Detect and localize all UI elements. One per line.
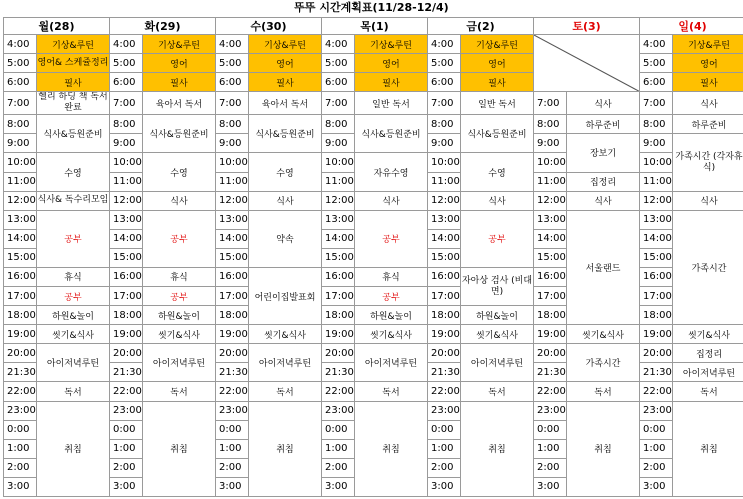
time-label: 16:00 (534, 267, 567, 286)
time-label: 7:00 (110, 92, 143, 115)
time-label: 22:00 (322, 382, 355, 401)
time-label: 2:00 (322, 458, 355, 477)
time-label: 11:00 (4, 172, 37, 191)
time-label: 11:00 (216, 172, 249, 191)
activity-cell: 하원&놀이 (37, 306, 110, 325)
activity-cell: 필사 (355, 73, 428, 92)
activity-cell: 육아서 독서 (143, 92, 216, 115)
time-row (4, 210, 743, 229)
time-label: 9:00 (216, 134, 249, 153)
activity-cell: 집정리 (673, 344, 743, 363)
time-label: 3:00 (4, 477, 37, 496)
activity-cell: 씻기&식사 (673, 325, 743, 344)
day-header: 목(1) (322, 18, 428, 35)
time-label: 9:00 (534, 134, 567, 153)
time-label: 16:00 (216, 267, 249, 286)
time-label: 1:00 (322, 439, 355, 458)
time-label: 12:00 (216, 191, 249, 210)
time-label: 4:00 (4, 35, 37, 54)
time-label: 15:00 (428, 248, 461, 267)
time-label: 14:00 (4, 229, 37, 248)
page-title: 뚜뚜 시간계획표(11/28-12/4) (294, 1, 449, 14)
time-label: 11:00 (110, 172, 143, 191)
time-label: 20:00 (216, 344, 249, 363)
time-label: 9:00 (4, 134, 37, 153)
time-label: 17:00 (640, 287, 673, 306)
activity-cell: 기상&루틴 (37, 35, 110, 54)
time-row (4, 401, 743, 420)
time-label: 19:00 (110, 325, 143, 344)
activity-cell: 영어 (249, 54, 322, 73)
time-label: 3:00 (640, 477, 673, 496)
activity-cell: 식사&등원준비 (143, 115, 216, 153)
time-label: 7:00 (640, 92, 673, 115)
time-row (4, 191, 743, 210)
time-label: 20:00 (428, 344, 461, 363)
activity-cell: 하원&놀이 (461, 306, 534, 325)
time-label: 3:00 (216, 477, 249, 496)
time-label: 14:00 (640, 229, 673, 248)
activity-cell: 식사 (143, 191, 216, 210)
activity-cell: 필사 (249, 73, 322, 92)
time-label: 22:00 (428, 382, 461, 401)
activity-cell: 취침 (143, 401, 216, 497)
schedule-table (3, 17, 743, 497)
time-label: 19:00 (216, 325, 249, 344)
time-label: 18:00 (216, 306, 249, 325)
day-header: 토(3) (534, 18, 640, 35)
activity-cell: 공부 (461, 210, 534, 267)
activity-cell: 어린이집발표회 (249, 267, 322, 324)
activity-cell: 자유수영 (355, 153, 428, 191)
time-label: 1:00 (4, 439, 37, 458)
activity-cell: 수영 (461, 153, 534, 191)
time-label: 2:00 (110, 458, 143, 477)
time-label: 10:00 (534, 153, 567, 172)
time-label: 18:00 (110, 306, 143, 325)
activity-cell: 식사 (249, 191, 322, 210)
time-label: 0:00 (216, 420, 249, 439)
time-row (4, 35, 743, 54)
time-label: 8:00 (216, 115, 249, 134)
activity-cell: 필사 (37, 73, 110, 92)
activity-cell: 영어 (143, 54, 216, 73)
time-label: 2:00 (534, 458, 567, 477)
time-label: 10:00 (110, 153, 143, 172)
time-label: 14:00 (322, 229, 355, 248)
time-label: 13:00 (216, 210, 249, 229)
activity-cell: 씻기&식사 (37, 325, 110, 344)
time-label: 13:00 (322, 210, 355, 229)
time-label: 13:00 (640, 210, 673, 229)
time-label: 12:00 (4, 191, 37, 210)
time-label: 7:00 (428, 92, 461, 115)
activity-cell: 장보기 (567, 134, 640, 172)
time-label: 15:00 (4, 248, 37, 267)
time-label: 20:00 (640, 344, 673, 363)
diagonal-line (534, 35, 639, 91)
activity-cell: 식사 (673, 191, 743, 210)
time-label: 8:00 (428, 115, 461, 134)
time-label: 2:00 (428, 458, 461, 477)
time-label: 7:00 (4, 92, 37, 115)
time-label: 11:00 (428, 172, 461, 191)
time-label: 20:00 (4, 344, 37, 363)
time-label: 6:00 (110, 73, 143, 92)
time-label: 0:00 (640, 420, 673, 439)
time-label: 22:00 (110, 382, 143, 401)
activity-cell: 식사 (461, 191, 534, 210)
activity-cell: 식사&등원준비 (249, 115, 322, 153)
activity-cell: 기상&루틴 (355, 35, 428, 54)
time-label: 19:00 (322, 325, 355, 344)
time-label: 12:00 (110, 191, 143, 210)
time-label: 21:30 (428, 363, 461, 382)
time-label: 4:00 (110, 35, 143, 54)
time-row (4, 382, 743, 401)
day-header: 일(4) (640, 18, 743, 35)
time-label: 5:00 (110, 54, 143, 73)
activity-cell: 기상&루틴 (143, 35, 216, 54)
activity-cell: 하루준비 (567, 115, 640, 134)
time-label: 20:00 (110, 344, 143, 363)
activity-cell: 하루준비 (673, 115, 743, 134)
activity-cell: 취침 (355, 401, 428, 497)
time-row (4, 344, 743, 363)
time-label: 6:00 (216, 73, 249, 92)
activity-cell: 공부 (355, 210, 428, 267)
time-label: 16:00 (428, 267, 461, 286)
time-label: 8:00 (110, 115, 143, 134)
time-label: 7:00 (216, 92, 249, 115)
time-label: 16:00 (110, 267, 143, 286)
time-label: 10:00 (322, 153, 355, 172)
activity-cell: 취침 (461, 401, 534, 497)
activity-cell: 공부 (37, 287, 110, 306)
activity-cell: 휴식 (143, 267, 216, 286)
time-label: 23:00 (428, 401, 461, 420)
time-label: 4:00 (640, 35, 673, 54)
activity-cell: 영어 (355, 54, 428, 73)
time-label: 2:00 (4, 458, 37, 477)
activity-cell: 가족시간 (각자휴식) (673, 134, 743, 191)
time-label: 21:30 (534, 363, 567, 382)
time-label: 8:00 (640, 115, 673, 134)
time-label: 19:00 (640, 325, 673, 344)
time-label: 3:00 (110, 477, 143, 496)
activity-cell: 씻기&식사 (249, 325, 322, 344)
time-label: 12:00 (534, 191, 567, 210)
activity-cell: 아이저녁루틴 (249, 344, 322, 382)
day-header: 화(29) (110, 18, 216, 35)
time-label: 14:00 (216, 229, 249, 248)
activity-cell: 휴식 (355, 267, 428, 286)
time-label: 4:00 (428, 35, 461, 54)
time-row (4, 115, 743, 134)
time-label: 18:00 (322, 306, 355, 325)
activity-cell: 수영 (249, 153, 322, 191)
time-label: 14:00 (110, 229, 143, 248)
activity-cell: 식사& 독수리모임 (37, 191, 110, 210)
time-label: 19:00 (428, 325, 461, 344)
time-label: 8:00 (534, 115, 567, 134)
activity-cell: 식사 (567, 191, 640, 210)
time-label: 15:00 (640, 248, 673, 267)
time-label: 0:00 (322, 420, 355, 439)
activity-cell: 식사&등원준비 (37, 115, 110, 153)
time-label: 21:30 (4, 363, 37, 382)
activity-cell: 독서 (567, 382, 640, 401)
time-label: 10:00 (640, 153, 673, 172)
activity-cell: 식사&등원준비 (355, 115, 428, 153)
activity-cell: 기상&루틴 (673, 35, 743, 54)
time-label: 2:00 (640, 458, 673, 477)
activity-cell: 공부 (37, 210, 110, 267)
time-label: 13:00 (110, 210, 143, 229)
time-row (4, 92, 743, 115)
activity-cell: 식사 (673, 92, 743, 115)
activity-cell: 취침 (673, 401, 743, 497)
activity-cell: 서울랜드 (567, 210, 640, 324)
empty-slot (534, 35, 640, 92)
time-label: 9:00 (640, 134, 673, 153)
time-label: 17:00 (4, 287, 37, 306)
time-label: 0:00 (428, 420, 461, 439)
activity-cell: 하원&놀이 (355, 306, 428, 325)
activity-cell: 자아상 검사 (비대면) (461, 267, 534, 305)
time-label: 23:00 (110, 401, 143, 420)
time-label: 18:00 (534, 306, 567, 325)
time-label: 3:00 (428, 477, 461, 496)
time-label: 1:00 (534, 439, 567, 458)
activity-cell: 수영 (37, 153, 110, 191)
day-header: 월(28) (4, 18, 110, 35)
time-label: 10:00 (428, 153, 461, 172)
time-label: 0:00 (110, 420, 143, 439)
time-label: 21:30 (216, 363, 249, 382)
time-label: 21:30 (110, 363, 143, 382)
activity-cell: 아이저녁루틴 (37, 344, 110, 382)
time-label: 23:00 (640, 401, 673, 420)
activity-cell: 공부 (355, 287, 428, 306)
activity-cell: 영어 (461, 54, 534, 73)
day-header: 금(2) (428, 18, 534, 35)
time-label: 4:00 (216, 35, 249, 54)
activity-cell: 씻기&식사 (567, 325, 640, 344)
activity-cell: 수영 (143, 153, 216, 191)
time-label: 8:00 (322, 115, 355, 134)
activity-cell: 필사 (461, 73, 534, 92)
time-label: 15:00 (322, 248, 355, 267)
time-label: 9:00 (322, 134, 355, 153)
time-label: 10:00 (216, 153, 249, 172)
activity-cell: 공부 (143, 210, 216, 267)
time-label: 10:00 (4, 153, 37, 172)
activity-cell: 휴식 (37, 267, 110, 286)
activity-cell: 약속 (249, 210, 322, 267)
time-label: 0:00 (4, 420, 37, 439)
activity-cell: 취침 (249, 401, 322, 497)
activity-cell: 독서 (673, 382, 743, 401)
time-label: 12:00 (322, 191, 355, 210)
time-label: 17:00 (534, 287, 567, 306)
time-label: 16:00 (322, 267, 355, 286)
time-label: 12:00 (428, 191, 461, 210)
time-label: 15:00 (110, 248, 143, 267)
time-label: 6:00 (4, 73, 37, 92)
time-row (4, 325, 743, 344)
time-label: 19:00 (534, 325, 567, 344)
time-label: 13:00 (4, 210, 37, 229)
activity-cell: 영어& 스케쥴정리 (37, 54, 110, 73)
time-label: 7:00 (322, 92, 355, 115)
activity-cell: 아이저녁루틴 (355, 344, 428, 382)
activity-cell: 식사&등원준비 (461, 115, 534, 153)
time-label: 7:00 (534, 92, 567, 115)
time-label: 8:00 (4, 115, 37, 134)
time-label: 5:00 (216, 54, 249, 73)
activity-cell: 식사 (567, 92, 640, 115)
activity-cell: 아이저녁루틴 (143, 344, 216, 382)
time-label: 6:00 (428, 73, 461, 92)
time-label: 16:00 (640, 267, 673, 286)
activity-cell: 씻기&식사 (461, 325, 534, 344)
activity-cell: 씻기&식사 (355, 325, 428, 344)
activity-cell: 기상&루틴 (461, 35, 534, 54)
time-label: 17:00 (110, 287, 143, 306)
activity-cell: 독서 (461, 382, 534, 401)
time-label: 21:30 (640, 363, 673, 382)
time-label: 18:00 (428, 306, 461, 325)
time-label: 18:00 (4, 306, 37, 325)
activity-cell: 일반 독서 (461, 92, 534, 115)
time-label: 2:00 (216, 458, 249, 477)
time-label: 20:00 (534, 344, 567, 363)
time-label: 1:00 (110, 439, 143, 458)
time-label: 17:00 (322, 287, 355, 306)
time-label: 15:00 (534, 248, 567, 267)
time-label: 14:00 (428, 229, 461, 248)
activity-cell: 필사 (143, 73, 216, 92)
time-label: 5:00 (4, 54, 37, 73)
time-label: 12:00 (640, 191, 673, 210)
time-label: 5:00 (322, 54, 355, 73)
time-label: 22:00 (534, 382, 567, 401)
time-label: 6:00 (322, 73, 355, 92)
time-label: 17:00 (428, 287, 461, 306)
activity-cell: 일반 독서 (355, 92, 428, 115)
time-label: 4:00 (322, 35, 355, 54)
activity-cell: 씻기&식사 (143, 325, 216, 344)
activity-cell: 기상&루틴 (249, 35, 322, 54)
header-row (4, 18, 743, 35)
time-label: 0:00 (534, 420, 567, 439)
time-label: 17:00 (216, 287, 249, 306)
time-label: 5:00 (640, 54, 673, 73)
time-label: 15:00 (216, 248, 249, 267)
activity-cell: 육아서 독서 (249, 92, 322, 115)
time-label: 5:00 (428, 54, 461, 73)
activity-cell: 영어 (673, 54, 743, 73)
time-label: 23:00 (216, 401, 249, 420)
time-label: 3:00 (322, 477, 355, 496)
activity-cell: 필사 (673, 73, 743, 92)
time-label: 6:00 (640, 73, 673, 92)
time-label: 9:00 (428, 134, 461, 153)
activity-cell: 독서 (355, 382, 428, 401)
activity-cell: 아이저녁루틴 (673, 363, 743, 382)
time-label: 22:00 (4, 382, 37, 401)
time-label: 23:00 (4, 401, 37, 420)
activity-cell: 집정리 (567, 172, 640, 191)
time-label: 22:00 (216, 382, 249, 401)
time-label: 3:00 (534, 477, 567, 496)
activity-cell: 독서 (143, 382, 216, 401)
time-label: 22:00 (640, 382, 673, 401)
activity-cell: 공부 (143, 287, 216, 306)
activity-cell: 가족시간 (567, 344, 640, 382)
activity-cell: 헬리 하딩 책 독서 완료 (38, 92, 108, 114)
time-label: 11:00 (640, 172, 673, 191)
time-label: 11:00 (534, 172, 567, 191)
day-header: 수(30) (216, 18, 322, 35)
time-label: 13:00 (534, 210, 567, 229)
time-label: 11:00 (322, 172, 355, 191)
time-label: 16:00 (4, 267, 37, 286)
activity-cell: 독서 (249, 382, 322, 401)
time-label: 18:00 (640, 306, 673, 325)
time-label: 13:00 (428, 210, 461, 229)
time-label: 1:00 (216, 439, 249, 458)
activity-cell: 아이저녁루틴 (461, 344, 534, 382)
time-label: 20:00 (322, 344, 355, 363)
time-label: 14:00 (534, 229, 567, 248)
time-label: 21:30 (322, 363, 355, 382)
activity-cell: 취침 (37, 401, 110, 497)
activity-cell: 하원&놀이 (143, 306, 216, 325)
activity-cell: 가족시간 (673, 210, 743, 324)
activity-cell: 식사 (355, 191, 428, 210)
activity-cell: 취침 (567, 401, 640, 497)
time-label: 1:00 (640, 439, 673, 458)
time-label: 23:00 (534, 401, 567, 420)
time-label: 19:00 (4, 325, 37, 344)
time-label: 1:00 (428, 439, 461, 458)
time-label: 9:00 (110, 134, 143, 153)
activity-cell: 독서 (37, 382, 110, 401)
time-label: 23:00 (322, 401, 355, 420)
